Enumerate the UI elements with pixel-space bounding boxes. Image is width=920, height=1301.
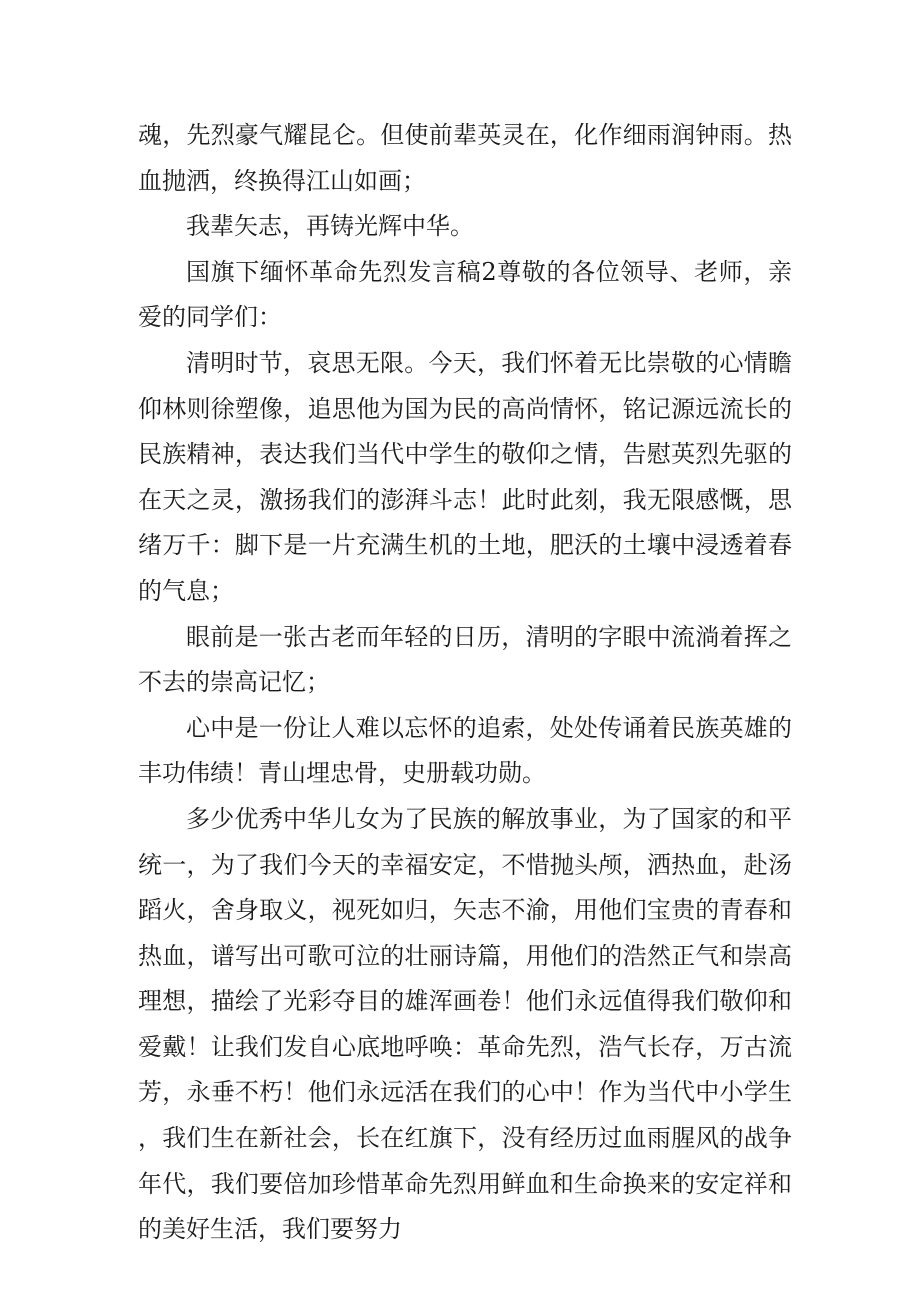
paragraph-5: 眼前是一张古老而年轻的日历，清明的字眼中流淌着挥之不去的崇高记忆； (138, 622, 792, 697)
document-body (138, 113, 792, 1253)
paragraph-3: 国旗下缅怀革命先烈发言稿2尊敬的各位领导、老师，亲爱的同学们： (138, 257, 792, 332)
paragraph-4: 清明时节，哀思无限。今天，我们怀着无比崇敬的心情瞻仰林则徐塑像，追思他为国为民的高尚情怀，铭记源远流长的民族精神，表达我们当代中学生的敬仰之情，告慰英烈先驱的在天之灵，激扬我们的澎湃斗志！此时此刻，我无限感慨，思绪万千：脚下是一片充满生机的土地，肥沃的土壤中浸透着春的气息； (138, 348, 792, 605)
paragraph-6: 心中是一份让人难以忘怀的追索，处处传诵着民族英雄的丰功伟绩！青山埋忠骨，史册载功勋。 (138, 713, 792, 788)
paragraph-7: 多少优秀中华儿女为了民族的解放事业，为了国家的和平统一，为了我们今天的幸福安定，不惜抛头颅，洒热血，赴汤蹈火，舍身取义，视死如归，矢志不渝，用他们宝贵的青春和热血，谱写出可歌可泣的壮丽诗篇，用他们的浩然正气和崇高理想，描绘了光彩夺目的雄浑画卷！他们永远值得我们敬仰和爱戴！让我们发自心底地呼唤：革命先烈，浩气长存，万古流芳，永垂不朽！他们永远活在我们的心中！作为当代中小学生，我们生在新社会，长在红旗下，没有经历过血雨腥风的战争年代，我们要倍加珍惜革命先烈用鲜血和生命换来的安定祥和的美好生活，我们要努力 (138, 804, 792, 1244)
paragraph-2: 我辈矢志，再铸光辉中华。 (186, 212, 474, 241)
paragraph-1: 魂，先烈豪气耀昆仑。但使前辈英灵在，化作细雨润钟雨。热血抛洒，终换得江山如画； (138, 121, 792, 195)
